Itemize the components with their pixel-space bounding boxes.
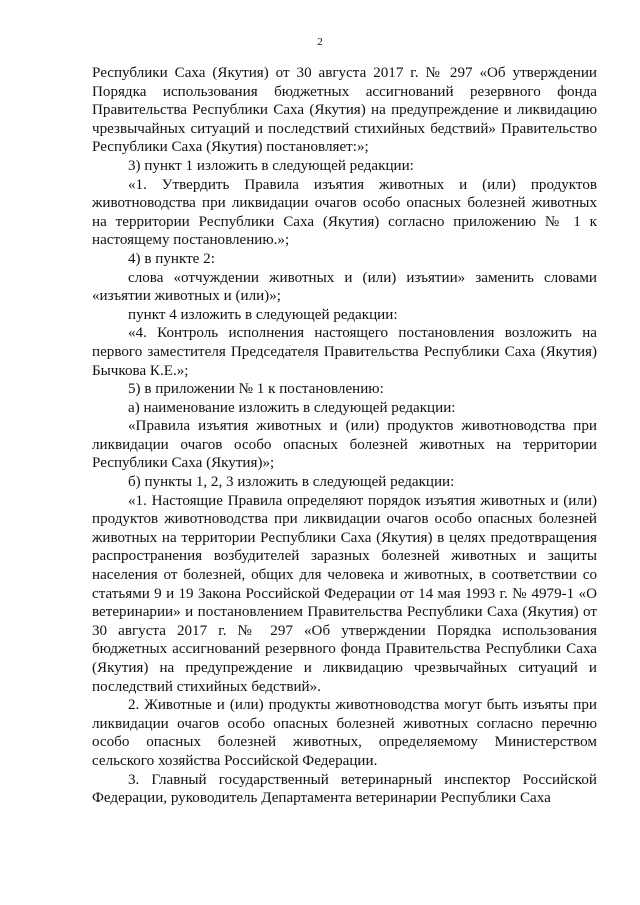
paragraph-13: 2. Животные и (или) продукты животноводства могут быть изъяты при ликвидации очагов особо опасных болезней животных согласно перечню особо опасных болезней животных, определяемому Министерством сельского хозяйства Российской Федерации.	[92, 697, 597, 769]
paragraph-7: «4. Контроль исполнения настоящего постановления возложить на первого заместителя Председателя Правительства Республики Саха (Якутия) Бычкова К.Е.»;	[92, 325, 597, 379]
paragraph-8: 5) в приложении № 1 к постановлению:	[128, 381, 384, 398]
paragraph-10: «Правила изъятия животных и (или) продуктов животноводства при ликвидации очагов особо опасных болезней животных на территории Республики Саха (Якутия)»;	[92, 418, 597, 472]
paragraph-1: Республики Саха (Якутия) от 30 августа 2017 г. № 297 «Об утверждении Порядка использования бюджетных ассигнований резервного фонда Правительства Республики Саха (Якутия) на предупреждение и ликвидацию чрезвычайных ситуаций и последствий стихийных бедствий» Правительство Республики Саха (Якутия) постановляет:»;	[92, 65, 597, 156]
document-body	[92, 64, 597, 808]
paragraph-11: б) пункты 1, 2, 3 изложить в следующей редакции:	[128, 474, 455, 491]
paragraph-4: 4) в пункте 2:	[128, 250, 215, 267]
paragraph-5: слова «отчуждении животных и (или) изъятии» заменить словами «изъятии животных и (или)»;	[92, 269, 597, 305]
paragraph-9: а) наименование изложить в следующей редакции:	[128, 399, 456, 416]
paragraph-6: пункт 4 изложить в следующей редакции:	[128, 306, 398, 323]
paragraph-12: «1. Настоящие Правила определяют порядок изъятия животных и (или) продуктов животноводства при ликвидации очагов особо опасных болезней животных на территории Республики Саха (Якутия) в целях предотвращения распространения возбудителей заразных болезней животных и защиты населения от болезней, общих для человека и животных, в соответствии со статьями 9 и 19 Закона Российской Федерации от 14 мая 1993 г. № 4979-1 «О ветеринарии» и постановлением Правительства Республики Саха (Якутия) от 30 августа 2017 г. № 297 «Об утверждении Порядка использования бюджетных ассигнований резервного фонда Правительства Республики Саха (Якутия) на предупреждение и ликвидацию чрезвычайных ситуаций и последствий стихийных бедствий».	[92, 492, 597, 695]
paragraph-2: 3) пункт 1 изложить в следующей редакции:	[128, 157, 414, 174]
paragraph-14: 3. Главный государственный ветеринарный инспектор Российской Федерации, руководитель Департамента ветеринарии Республики Саха	[92, 771, 597, 807]
page-number: 2	[317, 36, 323, 48]
paragraph-3: «1. Утвердить Правила изъятия животных и (или) продуктов животноводства при ликвидации очагов особо опасных болезней животных на территории Республики Саха (Якутия) согласно приложению № 1 к настоящему постановлению.»;	[92, 176, 597, 249]
